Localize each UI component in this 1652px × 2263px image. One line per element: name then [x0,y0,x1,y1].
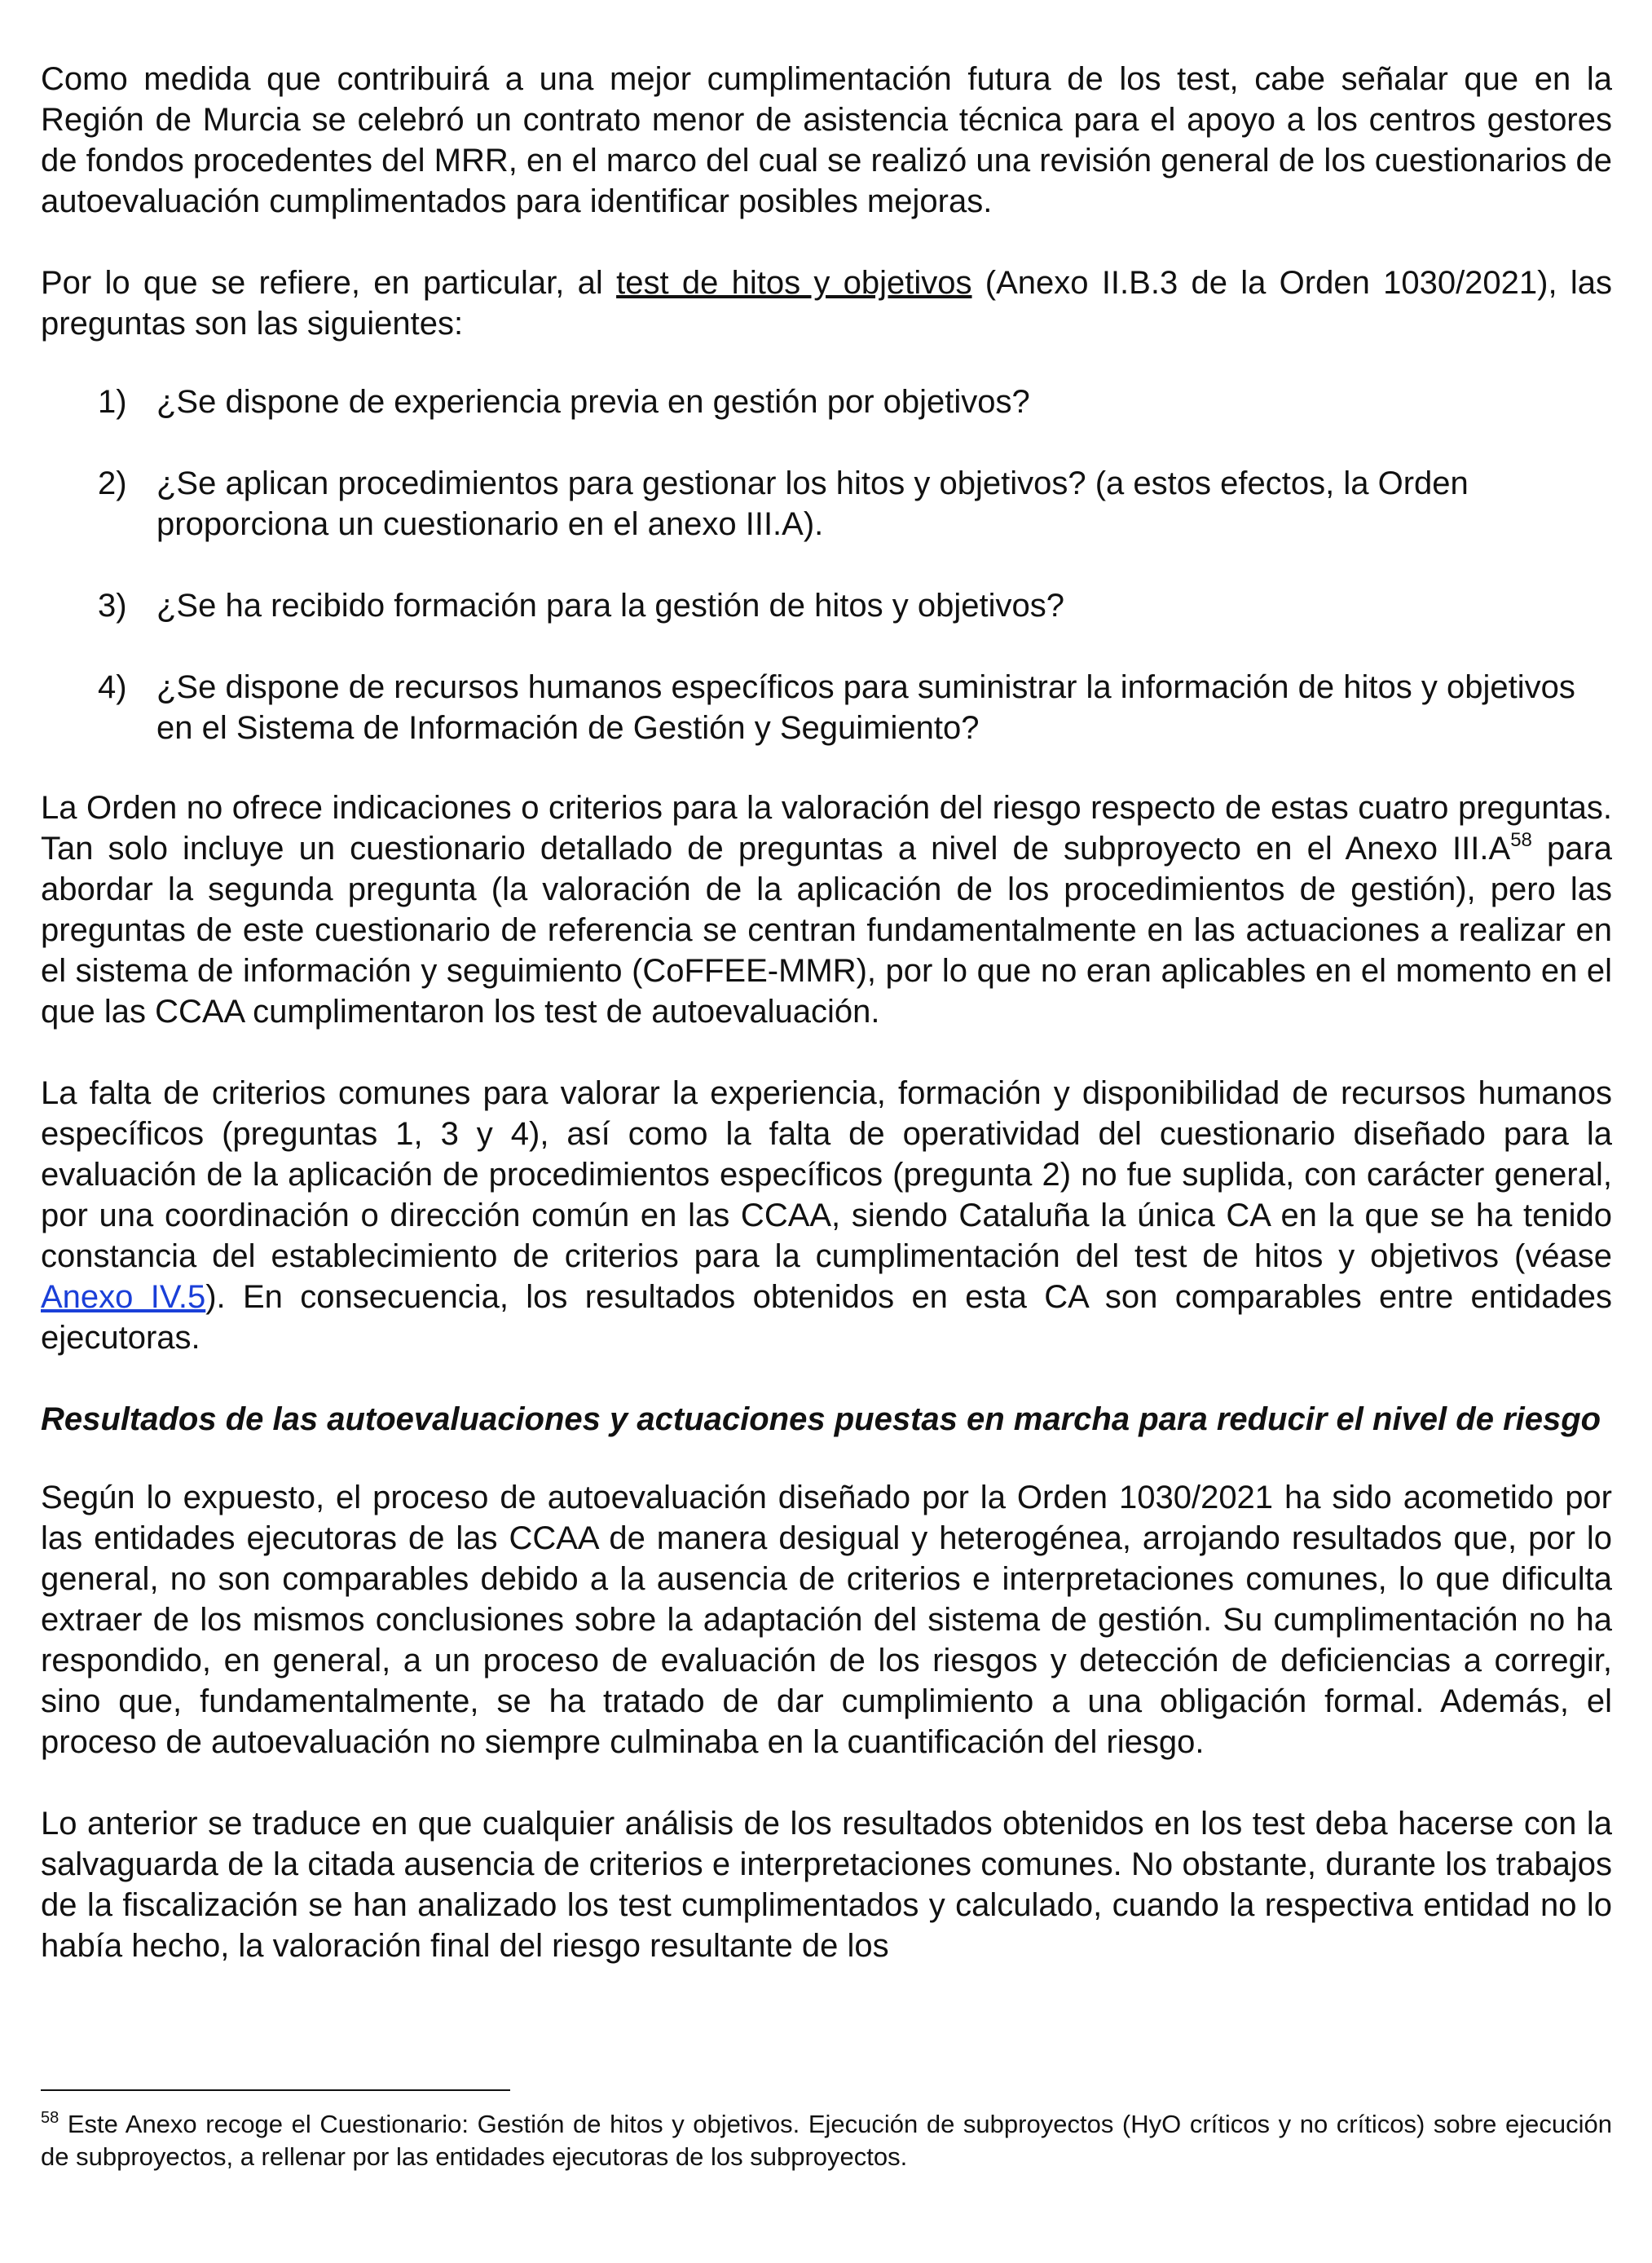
list-number: 2) [98,465,127,501]
list-item [41,382,1612,422]
list-item [41,463,1612,545]
paragraph-murcia: Como medida que contribuirá a una mejor cumplimentación futura de los test, cabe señalar que en la Región de Murcia se celebró un contrato menor de asistencia técnica para el apoyo a los centros gestores de fondos procedentes del MRR, en el marco del cual se realizó una revisión general de los cuestionarios de autoevaluación cumplimentados para identificar posibles mejoras. [41,61,1612,219]
annex-link[interactable]: Anexo IV.5 [41,1279,206,1315]
text-run: La falta de criterios comunes para valorar la experiencia, formación y disponibilidad de recursos humanos específicos (preguntas 1, 3 y 4), así como la falta de operatividad del cuestionario diseñado para la evaluación de la aplicación de procedimientos específicos (pregunta 2) no fue suplida, con carácter general, por una coordinación o dirección común en las CCAA, siendo Cataluña la única CA en la que se ha tenido constancia del establecimiento de criterios para la cumplimentación del test de hitos y objetivos (véase [41,1075,1612,1274]
document-body [41,59,1612,1966]
questions-list [41,382,1612,748]
list-number: 1) [98,384,127,420]
text-run: para abordar la segunda pregunta (la valoración de la aplicación de los procedimientos de gestión), pero las preguntas de este cuestionario de referencia se centran fundamentalmente en las actuaciones a realizar en el sistema de información y seguimiento (CoFFEE-MMR), por lo que no eran aplicables en el momento en el que las CCAA cumplimentaron los test de autoevaluación. [41,831,1613,1030]
list-number: 4) [98,669,127,705]
list-item [41,667,1612,748]
section-subheading: Resultados de las autoevaluaciones y actuaciones puestas en marcha para reducir el nivel de riesgo [41,1401,1601,1437]
paragraph-orden-criteria [41,787,1612,1032]
paragraph-intro-questions [41,262,1612,344]
footnote [41,2108,1612,2173]
footnote-divider [41,2089,510,2091]
paragraph-analysis: Lo anterior se traduce en que cualquier análisis de los resultados obtenidos en los test deba hacerse con la salvaguarda de la citada ausencia de criterios e interpretaciones comunes. No obstante, durante los trabajos de la fiscalización se han analizado los test cumplimentados y calculado, cuando la respectiva entidad no lo había hecho, la valoración final del riesgo resultante de los [41,1806,1612,1964]
underlined-term: test de hitos y objetivos [616,265,972,301]
list-text: ¿Se ha recibido formación para la gestión de hitos y objetivos? [156,588,1064,624]
paragraph-self-assessment: Según lo expuesto, el proceso de autoevaluación diseñado por la Orden 1030/2021 ha sido acometido por las entidades ejecutoras de las CCAA de manera desigual y heterogénea, arrojando resultados que, por lo general, no son comparables debido a la ausencia de criterios e interpretaciones comunes, lo que dificulta extraer de los mismos conclusiones sobre la adaptación del sistema de gestión. Su cumplimentación no ha respondido, en general, a un proceso de evaluación de los riesgos y detección de deficiencias a corregir, sino que, fundamentalmente, se ha tratado de dar cumplimiento a una obligación formal. Además, el proceso de autoevaluación no siempre culminaba en la cuantificación del riesgo. [41,1480,1612,1760]
text-run: La Orden no ofrece indicaciones o criterios para la valoración del riesgo respecto de estas cuatro preguntas. Tan solo incluye un cuestionario detallado de preguntas a nivel de subproyecto en el Anexo III.A [41,790,1612,867]
text-run: (Anexo II.B.3 de la Orden 1030/2021), las preguntas son las siguientes: [41,265,1613,342]
list-text: ¿Se dispone de experiencia previa en gestión por objetivos? [156,384,1030,420]
paragraph-common-criteria [41,1073,1612,1358]
list-text: ¿Se dispone de recursos humanos específicos para suministrar la información de hitos y objetivos en el Sistema de Información de Gestión y Seguimiento? [156,669,1575,746]
footnote-text: Este Anexo recoge el Cuestionario: Gestión de hitos y objetivos. Ejecución de subproyectos (HyO críticos y no críticos) sobre ejecución de subproyectos, a rellenar por las entidades ejecutoras de los subproyectos. [41,2110,1612,2171]
list-item [41,585,1612,626]
text-run: Por lo que se refiere, en particular, al [41,265,617,301]
footnote-mark: 58 [41,2109,59,2127]
list-number: 3) [98,588,127,624]
list-text: ¿Se aplican procedimientos para gestionar los hitos y objetivos? (a estos efectos, la Orden proporciona un cuestionario en el anexo III.A). [156,465,1469,542]
text-run: ). En consecuencia, los resultados obtenidos en esta CA son comparables entre entidades ejecutoras. [41,1279,1613,1356]
footnote-reference[interactable]: 58 [1510,829,1532,851]
